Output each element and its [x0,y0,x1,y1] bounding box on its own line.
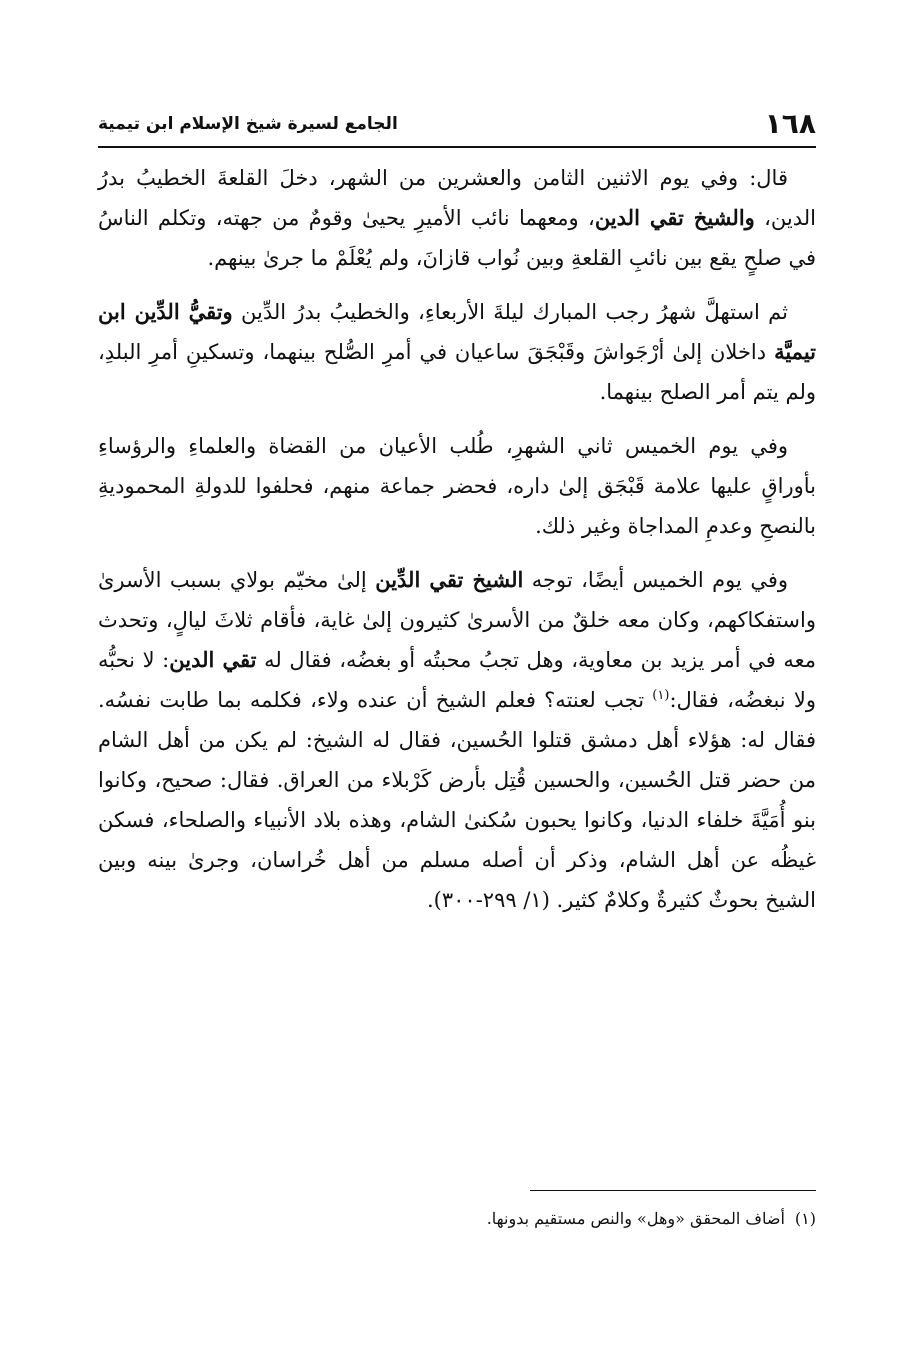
footnote-text: أضاف المحقق «وهل» والنص مستقيم بدونها. [486,1209,785,1228]
footnote [98,1206,816,1232]
paragraph-text: تجب لعنته؟ فعلم الشيخ أن عنده ولاء، فكلمه بما طابت نفسُه. فقال له: هؤلاء أهل دمشق قتلوا الحُسين، فقال له الشيخ: لم يكن من أهل الشام من حضر قتل الحُسين، والحسين قُتِل بأرض كَرْبلاء من العراق. فقال: صحيح، وكانوا بنو أُمَيَّةَ خلفاء الدنيا، وكانوا يحبون سُكنىٰ الشام، وهذه بلاد الأنبياء والصلحاء، فسكن غيظُه عن أهل الشام، وذكر أن أصله مسلم من أهل خُراسان، وجرىٰ بينه وبين الشيخ بحوثٌ كثيرةٌ وكلامٌ كثير. (١/ ٢٩٩-٣٠٠). [98,688,816,912]
paragraph-text: إلىٰ مخيّم بولاي بسبب الأسرىٰ واستفكاكهم، وكان معه خلقٌ من الأسرىٰ كثيرون إلىٰ غاية، فأقام ثلاثَ ليالٍ، وتحدث معه في أمر يزيد بن معاوية، وهل تجبُ محبتُه أو بغضُه، فقال له [98,568,816,672]
bold-name: والشيخ تقي الدين [594,205,755,230]
paragraph-text: وفي يوم الخميس أيضًا، توجه [523,568,788,592]
paragraph-text: قال: وفي يوم الاثنين الثامن والعشرين من الشهر، دخلَ القلعةَ الخطيبُ بدرُ الدين، [98,166,816,230]
page-number: ١٦٨ [764,107,816,140]
main-text [98,158,816,934]
bold-name: وتقيُّ الدِّين ابن تيميَّة [98,299,816,364]
paragraph-text: وفي يوم الخميس ثاني الشهرِ، طُلب الأعيان من القضاة والعلماءِ والرؤساءِ بأوراقٍ عليها علامة قَبْجَق إلىٰ داره، فحضر جماعة منهم، فحلفوا للدولةِ المحموديةِ بالنصحِ وعدمِ المداجاة وغير ذلك. [98,434,816,538]
paragraph-2 [98,292,816,412]
paragraph-3 [98,426,816,546]
paragraph-text: ، ومعهما نائب الأميرِ يحيىٰ وقومٌ من جهته، وتكلم الناسُ في صلحٍ يقع بين نائبِ القلعةِ وبين نُواب قازانَ، ولم يُعْلَمْ ما جرىٰ بينهم. [98,206,816,270]
paragraph-4 [98,560,816,920]
footnote-marker: (١) [652,688,670,703]
paragraph-text: : لا نحبُّه ولا نبغضُه، فقال: [98,648,816,712]
paragraph-text: داخلان إلىٰ أرْجَواشَ وقَبْجَقَ ساعيان في أمرِ الصُّلح بينهما، وتسكينِ أمرِ البلدِ، ولم يتم أمر الصلح بينهما. [98,340,816,404]
page-header [98,108,816,142]
running-title: الجامع لسيرة شيخ الإسلام ابن تيمية [98,114,398,134]
bold-name: تقي الدين [169,647,257,672]
paragraph-text: ثم استهلَّ شهرُ رجب المبارك ليلةَ الأربعاءِ، والخطيبُ بدرُ الدِّين [232,300,788,324]
bold-name: الشيخ تقي الدِّين [375,567,524,592]
footnote-divider [530,1190,816,1191]
footnote-number: (١) [794,1209,816,1228]
header-divider [98,146,816,148]
paragraph-1 [98,158,816,278]
